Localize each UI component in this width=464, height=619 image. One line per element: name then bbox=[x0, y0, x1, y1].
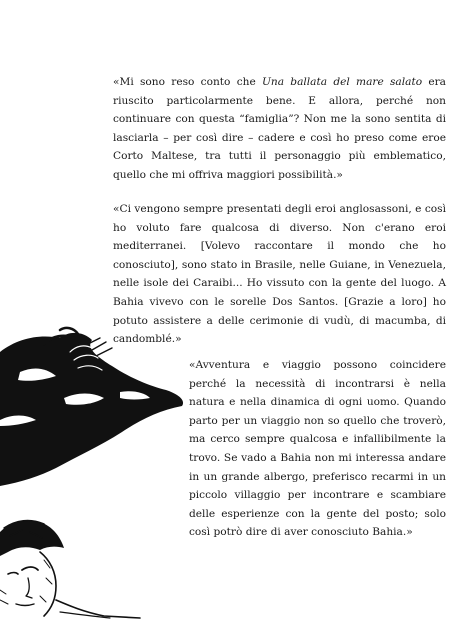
quote-travel: «Avventura e viaggio possono coincidere perché la necessità di incontrarsi è nella natura e nella dinamica di ogni uomo. Quando parto per un viaggio non so quello che troverò, ma cerco sempre qualcosa e infallibilmente la trovo. Se vado a Bahia non mi interessa andare in un grande albergo, preferisco recarmi in un piccolo villaggio per incontrare e scambiare delle esperienze con la gente del posto; solo così potrò dire di aver conosciuto Bahia.» bbox=[189, 359, 446, 539]
book-title: Una ballata del mare salato bbox=[261, 76, 423, 88]
quote-heroes: «Ci vengono sempre presentati degli eroi anglosassoni, e così ho voluto fare qualcosa di diverso. Non c'erano eroi mediterranei. [Volevo raccontare il mondo che ho conosciuto], sono stato in Brasile, nelle Guiane, in Venezuela, nelle isole dei Caraibi... Ho vissuto con la gente del luogo. A Bahia vivevo con le sorelle Dos Santos. [Grazie a loro] ho potuto assistere a delle cerimonie di vudù, di macumba, di candomblé.» bbox=[113, 203, 446, 346]
face-sketch-illustration bbox=[0, 520, 140, 618]
hat-brim-illustration bbox=[0, 328, 183, 486]
quote-ballata-end: era riuscito particolarmente bene. E allora, perché non continuare con questa “famiglia”? Non me la sono sentita di lasciarla – per così dire – cadere e così ho preso come eroe Corto Maltese, tra tutti il personaggio più emblematico, quello che mi offriva maggiori possibilità.» bbox=[113, 76, 446, 181]
quote-ballata-start: «Mi sono reso conto che bbox=[113, 76, 262, 88]
